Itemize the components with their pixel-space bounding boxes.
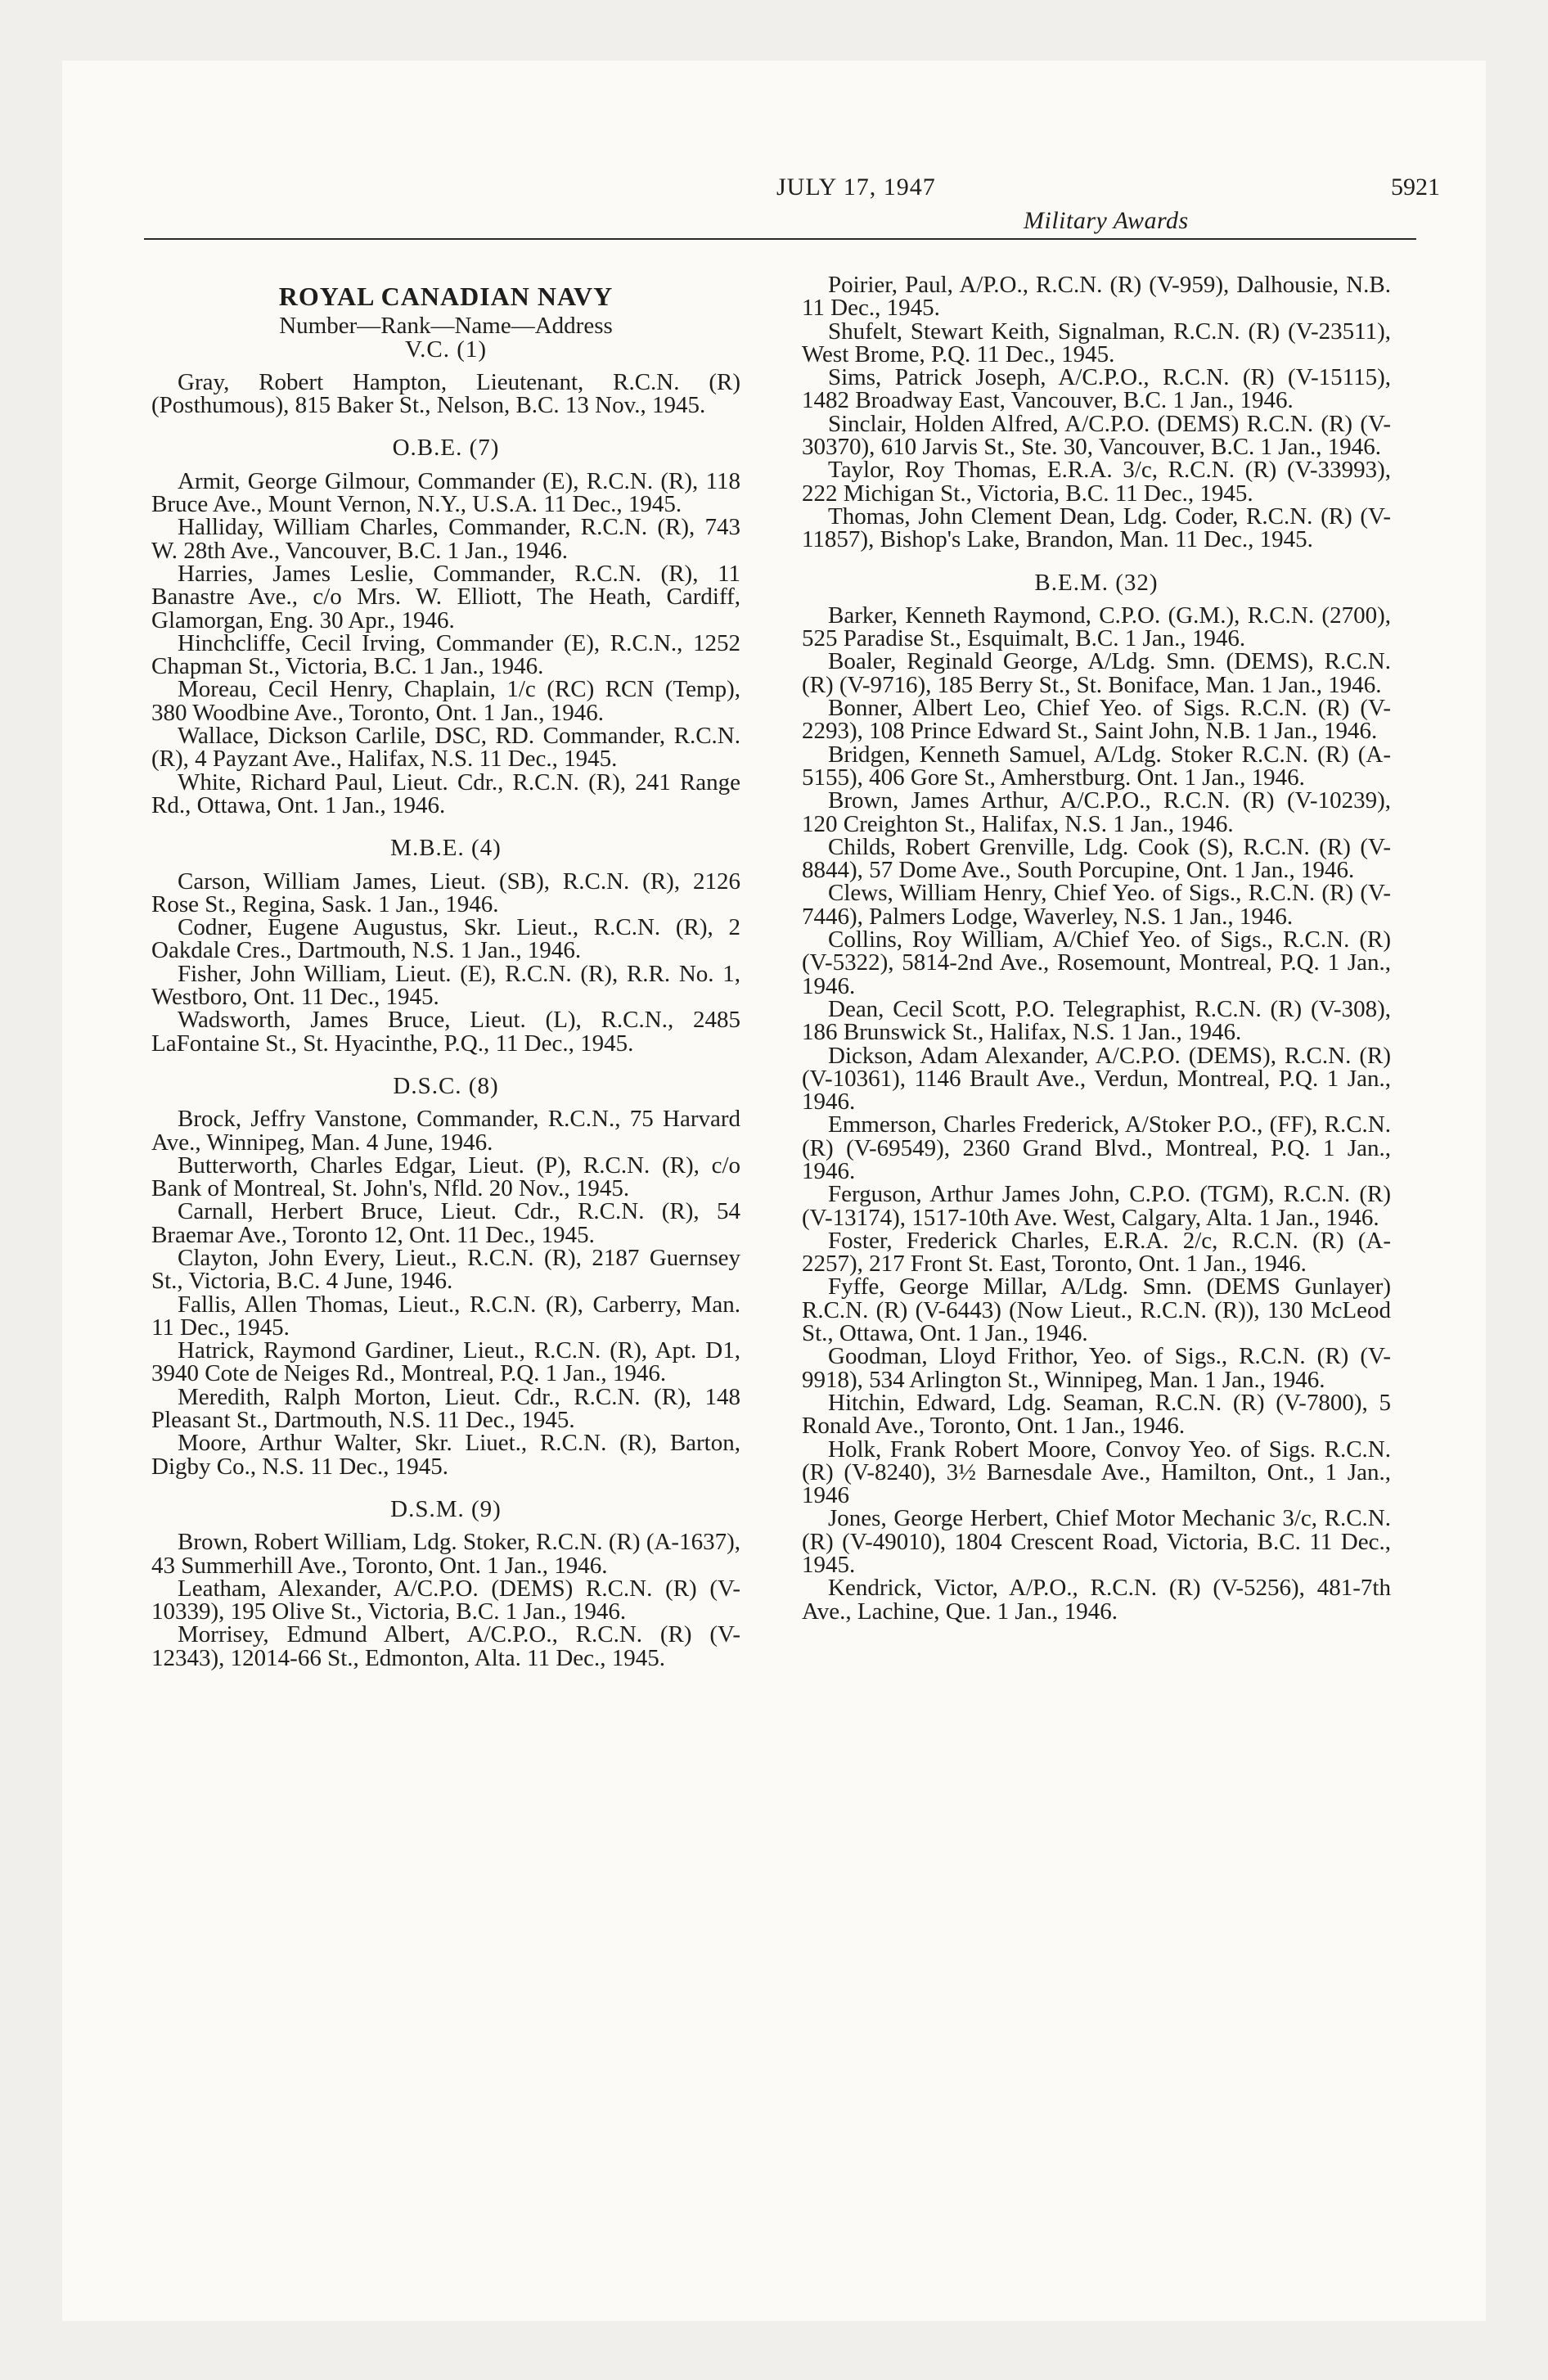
page-number: 5921 [1391, 174, 1440, 201]
award-entry: Fisher, John William, Lieut. (E), R.C.N. (R), R.R. No. 1, Westboro, Ont. 11 Dec., 1945. [151, 960, 740, 1011]
award-entry: Armit, George Gilmour, Commander (E), R.C.N. (R), 118 Bruce Ave., Mount Vernon, N.Y., U.S.A. 11 Dec., 1945. [151, 467, 740, 518]
award-entry: Emmerson, Charles Frederick, A/Stoker P.O., (FF), R.C.N. (R) (V-69549), 2360 Grand Blvd., Montreal, P.Q. 1 Jan., 1946. [802, 1111, 1391, 1184]
award-entry: Brock, Jeffry Vanstone, Commander, R.C.N., 75 Harvard Ave., Winnipeg, Man. 4 June, 1946. [151, 1106, 740, 1156]
award-entry: Brown, James Arthur, A/C.P.O., R.C.N. (R) (V-10239), 120 Creighton St., Halifax, N.S. 1 Jan., 1946. [802, 787, 1391, 837]
award-heading: O.B.E. (7) [392, 435, 500, 462]
award-entry: Hinchcliffe, Cecil Irving, Commander (E), R.C.N., 1252 Chapman St., Victoria, B.C. 1 Jan., 1946. [151, 629, 740, 680]
left-column [151, 273, 740, 1670]
award-heading: V.C. (1) [404, 336, 488, 363]
award-entry: Wallace, Dickson Carlile, DSC, RD. Commander, R.C.N. (R), 4 Payzant Ave., Halifax, N.S. 11 Dec., 1945. [151, 723, 740, 773]
award-entry: Carson, William James, Lieut. (SB), R.C.N. (R), 2126 Rose St., Regina, Sask. 1 Jan., 1946. [151, 868, 740, 917]
award-entry: Thomas, John Clement Dean, Ldg. Coder, R.C.N. (R) (V-11857), Bishop's Lake, Brandon, Man. 11 Dec., 1945. [802, 503, 1391, 553]
page-date: JULY 17, 1947 [776, 174, 936, 201]
award-entry: Poirier, Paul, A/P.O., R.C.N. (R) (V-959), Dalhousie, N.B. 11 Dec., 1945. [802, 272, 1391, 322]
header-rule [144, 238, 1416, 240]
award-entry: Hitchin, Edward, Ldg. Seaman, R.C.N. (R) (V-7800), 5 Ronald Ave., Toronto, Ont. 1 Jan., 1946. [802, 1389, 1391, 1440]
award-heading: D.S.C. (8) [393, 1072, 499, 1099]
award-entry: Shufelt, Stewart Keith, Signalman, R.C.N. (R) (V-23511), West Brome, P.Q. 11 Dec., 1945. [802, 318, 1391, 367]
award-entry: Gray, Robert Hampton, Lieutenant, R.C.N. (R) (Posthumous), 815 Baker St., Nelson, B.C. 13 Nov., 1945. [151, 368, 740, 419]
award-entry: Carnall, Herbert Bruce, Lieut. Cdr., R.C.N. (R), 54 Braemar Ave., Toronto 12, Ont. 11 Dec., 1945. [151, 1198, 740, 1248]
award-entry: Collins, Roy William, A/Chief Yeo. of Sigs., R.C.N. (R) (V-5322), 5814-2nd Ave., Rosemount, Montreal, P.Q. 1 Jan., 1946. [802, 926, 1391, 999]
award-entry: Goodman, Lloyd Frithor, Yeo. of Sigs., R.C.N. (R) (V-9918), 534 Arlington St., Winnipeg, Man. 1 Jan., 1946. [802, 1343, 1391, 1393]
award-entry: Childs, Robert Grenville, Ldg. Cook (S), R.C.N. (R) (V-8844), 57 Dome Ave., South Porcupine, Ont. 1 Jan., 1946. [802, 833, 1391, 884]
award-heading: B.E.M. (32) [1034, 569, 1159, 596]
award-entry: Dean, Cecil Scott, P.O. Telegraphist, R.C.N. (R) (V-308), 186 Brunswick St., Halifax, N.S. 1 Jan., 1946. [802, 995, 1391, 1046]
award-entry: White, Richard Paul, Lieut. Cdr., R.C.N. (R), 241 Range Rd., Ottawa, Ont. 1 Jan., 1946. [151, 769, 740, 818]
award-entry: Harries, James Leslie, Commander, R.C.N. (R), 11 Banastre Ave., c/o Mrs. W. Elliott, The Heath, Cardiff, Glamorgan, Eng. 30 Apr., 1946. [151, 560, 740, 633]
award-entry: Boaler, Reginald George, A/Ldg. Smn. (DEMS), R.C.N. (R) (V-9716), 185 Berry St., St. Boniface, Man. 1 Jan., 1946. [802, 648, 1391, 698]
award-entry: Butterworth, Charles Edgar, Lieut. (P), R.C.N. (R), c/o Bank of Montreal, St. John's, Nfld. 20 Nov., 1945. [151, 1152, 740, 1202]
award-entry: Halliday, William Charles, Commander, R.C.N. (R), 743 W. 28th Ave., Vancouver, B.C. 1 Jan., 1946. [151, 514, 740, 564]
award-entry: Moreau, Cecil Henry, Chaplain, 1/c (RC) RCN (Temp), 380 Woodbine Ave., Toronto, Ont. 1 Jan., 1946. [151, 676, 740, 726]
section-title: Military Awards [1024, 207, 1189, 234]
award-entry: Clews, William Henry, Chief Yeo. of Sigs., R.C.N. (R) (V-7446), Palmers Lodge, Waverley, N.S. 1 Jan., 1946. [802, 880, 1391, 930]
award-entry: Codner, Eugene Augustus, Skr. Lieut., R.C.N. (R), 2 Oakdale Cres., Dartmouth, N.S. 1 Jan., 1946. [151, 914, 740, 964]
award-entry: Foster, Frederick Charles, E.R.A. 2/c, R.C.N. (R) (A-2257), 217 Front St. East, Toronto, Ont. 1 Jan., 1946. [802, 1227, 1391, 1278]
award-entry: Fyffe, George Millar, A/Ldg. Smn. (DEMS Gunlayer) R.C.N. (R) (V-6443) (Now Lieut., R.C.N. (R)), 130 McLeod St., Ottawa, Ont. 1 Jan., 1946. [802, 1273, 1391, 1347]
award-entry: Bridgen, Kenneth Samuel, A/Ldg. Stoker R.C.N. (R) (A-5155), 406 Gore St., Amherstburg. Ont. 1 Jan., 1946. [802, 741, 1391, 791]
award-entry: Fallis, Allen Thomas, Lieut., R.C.N. (R), Carberry, Man. 11 Dec., 1945. [151, 1291, 740, 1341]
column-legend: Number—Rank—Name—Address [279, 313, 613, 340]
award-entry: Kendrick, Victor, A/P.O., R.C.N. (R) (V-5256), 481-7th Ave., Lachine, Que. 1 Jan., 1946. [802, 1575, 1391, 1625]
award-entry: Jones, George Herbert, Chief Motor Mechanic 3/c, R.C.N. (R) (V-49010), 1804 Crescent Road, Victoria, B.C. 11 Dec., 1945. [802, 1505, 1391, 1579]
award-entry: Morrisey, Edmund Albert, A/C.P.O., R.C.N. (R) (V-12343), 12014-66 St., Edmonton, Alta. 11 Dec., 1945. [151, 1621, 740, 1671]
award-entry: Taylor, Roy Thomas, E.R.A. 3/c, R.C.N. (R) (V-33993), 222 Michigan St., Victoria, B.C. 11 Dec., 1945. [802, 457, 1391, 507]
award-entry: Dickson, Adam Alexander, A/C.P.O. (DEMS), R.C.N. (R) (V-10361), 1146 Brault Ave., Verdun, Montreal, P.Q. 1 Jan., 1946. [802, 1042, 1391, 1116]
award-entry: Ferguson, Arthur James John, C.P.O. (TGM), R.C.N. (R) (V-13174), 1517-10th Ave. West, Calgary, Alta. 1 Jan., 1946. [802, 1181, 1391, 1231]
award-entry: Sinclair, Holden Alfred, A/C.P.O. (DEMS) R.C.N. (R) (V-30370), 610 Jarvis St., Ste. 30, Vancouver, B.C. 1 Jan., 1946. [802, 410, 1391, 461]
document-title: ROYAL CANADIAN NAVY [278, 282, 614, 311]
award-entry: Sims, Patrick Joseph, A/C.P.O., R.C.N. (R) (V-15115), 1482 Broadway East, Vancouver, B.C. 1 Jan., 1946. [802, 364, 1391, 414]
award-entry: Moore, Arthur Walter, Skr. Liuet., R.C.N. (R), Barton, Digby Co., N.S. 11 Dec., 1945. [151, 1430, 740, 1480]
award-entry: Meredith, Ralph Morton, Lieut. Cdr., R.C.N. (R), 148 Pleasant St., Dartmouth, N.S. 11 Dec., 1945. [151, 1383, 740, 1434]
award-entry: Bonner, Albert Leo, Chief Yeo. of Sigs. R.C.N. (R) (V-2293), 108 Prince Edward St., Saint John, N.B. 1 Jan., 1946. [802, 695, 1391, 745]
award-entry: Brown, Robert William, Ldg. Stoker, R.C.N. (R) (A-1637), 43 Summerhill Ave., Toronto, Ont. 1 Jan., 1946. [151, 1529, 740, 1579]
award-entry: Leatham, Alexander, A/C.P.O. (DEMS) R.C.N. (R) (V-10339), 195 Olive St., Victoria, B.C. 1 Jan., 1946. [151, 1575, 740, 1625]
award-entry: Holk, Frank Robert Moore, Convoy Yeo. of Sigs. R.C.N. (R) (V-8240), 3½ Barnesdale Ave., Hamilton, Ont., 1 Jan., 1946 [802, 1436, 1391, 1509]
award-entry: Wadsworth, James Bruce, Lieut. (L), R.C.N., 2485 LaFontaine St., St. Hyacinthe, P.Q., 11 Dec., 1945. [151, 1007, 740, 1057]
award-entry: Clayton, John Every, Lieut., R.C.N. (R), 2187 Guernsey St., Victoria, B.C. 4 June, 1946. [151, 1244, 740, 1295]
award-heading: M.B.E. (4) [390, 835, 502, 862]
award-entry: Barker, Kenneth Raymond, C.P.O. (G.M.), R.C.N. (2700), 525 Paradise St., Esquimalt, B.C. 1 Jan., 1946. [802, 602, 1391, 652]
award-entry: Hatrick, Raymond Gardiner, Lieut., R.C.N. (R), Apt. D1, 3940 Cote de Neiges Rd., Montreal, P.Q. 1 Jan., 1946. [151, 1337, 740, 1387]
right-column [802, 273, 1391, 1623]
award-heading: D.S.M. (9) [390, 1495, 502, 1522]
